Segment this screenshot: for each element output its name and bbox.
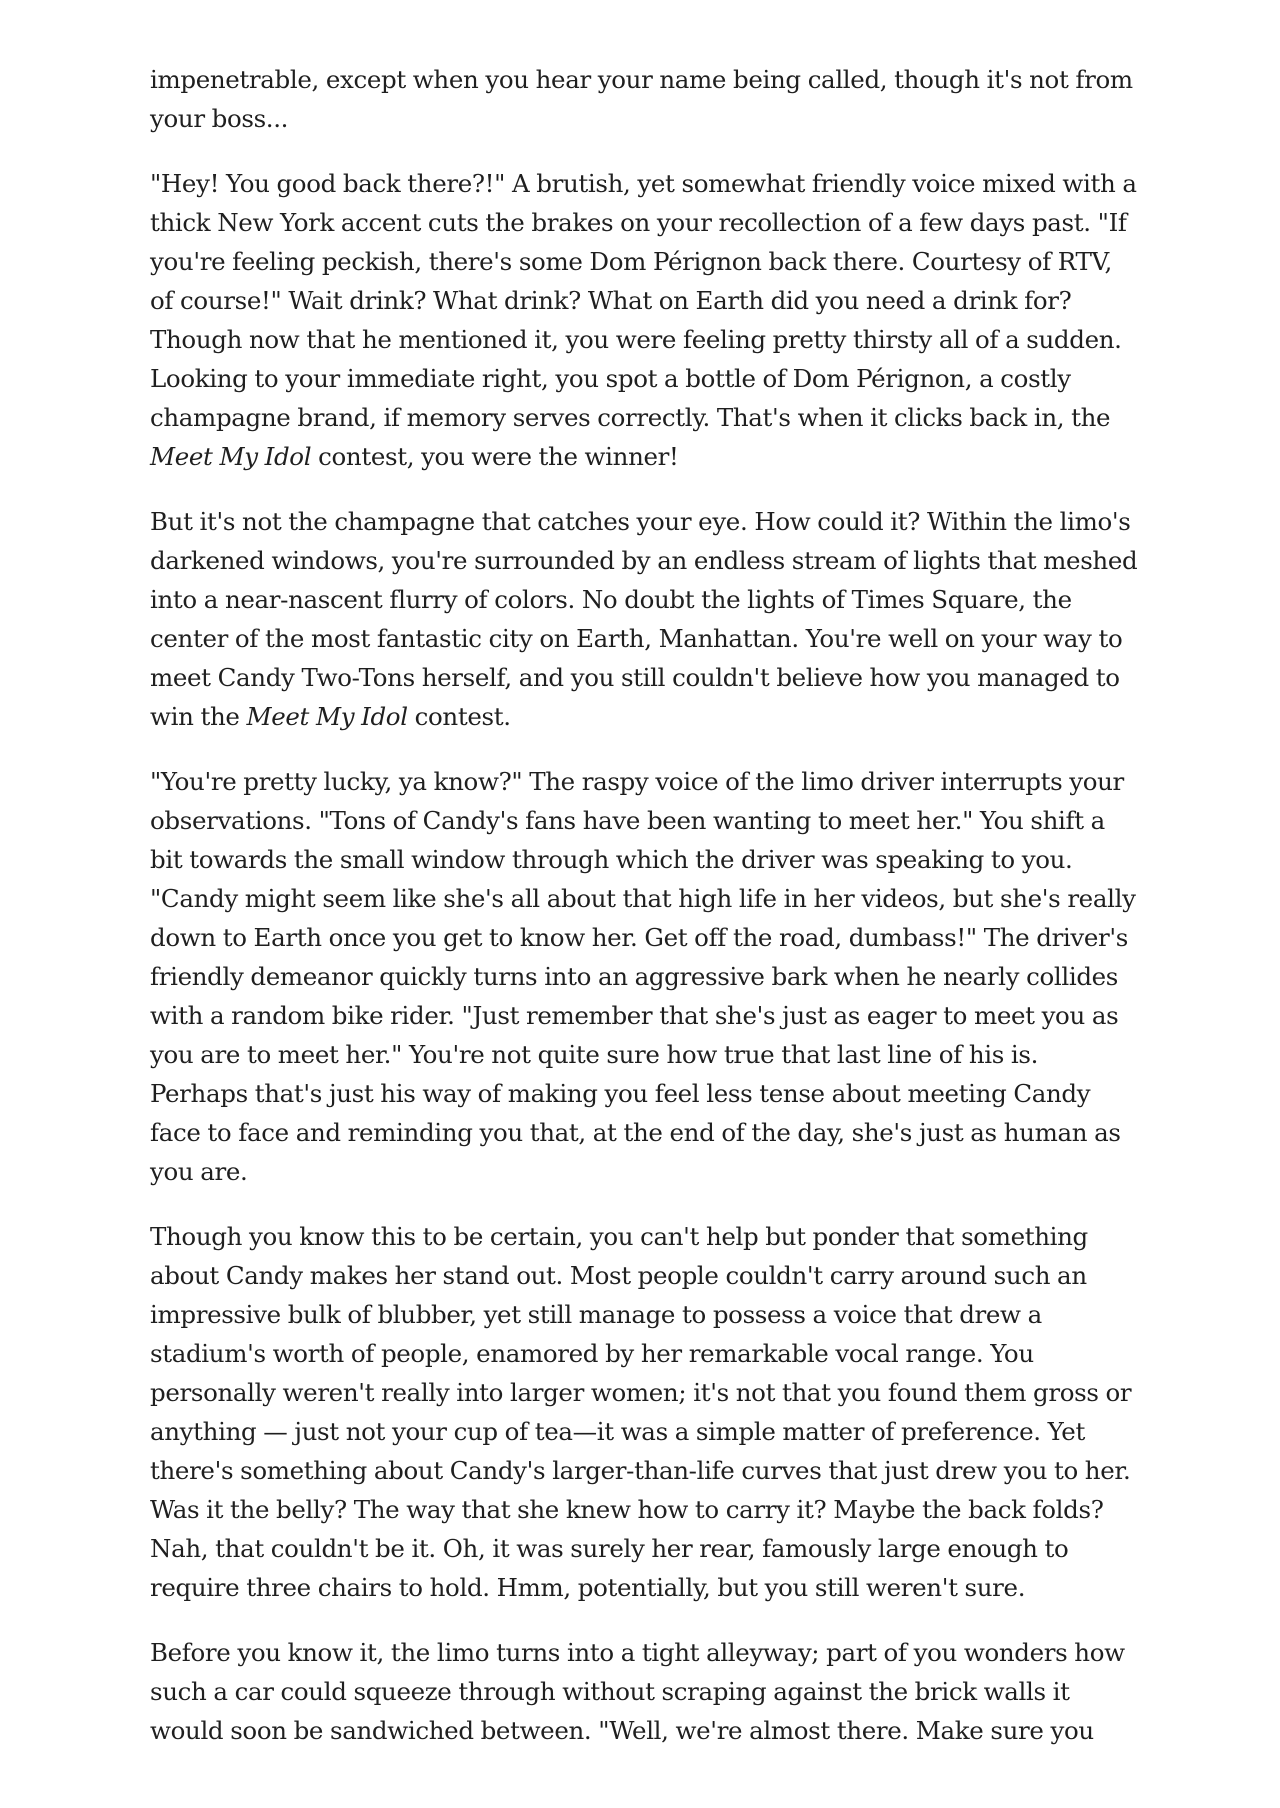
paragraph-5-text: Though you know this to be certain, you can't help but ponder that something about Candy makes her stand out. Most people couldn't carry around such an impressive bulk of blubber, yet still manage to possess a voice that drew a stadium's worth of people, enamored by her remarkable vocal range. You personally weren't really into larger women; it's not that you found them gross or anything — just not your cup of tea—it was a simple matter of preference. Yet there's something about Candy's larger-than-life curves that just drew you to her. Was it the belly? The way that she knew how to carry it? Maybe the back folds? Nah, that couldn't be it. Oh, it was surely her rear, famously large enough to require three chairs to hold. Hmm, potentially, but you still weren't sure. [150, 1222, 1132, 1602]
paragraph-3 [150, 502, 1140, 736]
story-text [150, 60, 1140, 1776]
paragraph-3-text-start: But it's not the champagne that catches your eye. How could it? Within the limo's darkened windows, you're surrounded by an endless stream of lights that meshed into a near-nascent flurry of colors. No doubt the lights of Times Square, the center of the most fantastic city on Earth, Manhattan. You're well on your way to meet Candy Two-Tons herself, and you still couldn't believe how you managed to win the [150, 507, 1138, 731]
contest-title-italic: Meet My Idol [150, 442, 312, 471]
contest-title-italic: Meet My Idol [246, 702, 408, 731]
paragraph-4 [150, 762, 1140, 1191]
paragraph-6-text: Before you know it, the limo turns into a tight alleyway; part of you wonders how such a car could squeeze through without scraping against the brick walls it would soon be sandwiched between. "Well, we're almost there. Make sure you [150, 1638, 1125, 1745]
paragraph-2-text-end: contest, you were the winner! [311, 442, 679, 471]
paragraph-1-text: impenetrable, except when you hear your name being called, though it's not from your boss... [150, 65, 1133, 133]
paragraph-3-text-end: contest. [407, 702, 511, 731]
paragraph-2-text-start: "Hey! You good back there?!" A brutish, yet somewhat friendly voice mixed with a thick New York accent cuts the brakes on your recollection of a few days past. "If you're feeling peckish, there's some Dom Pérignon back there. Courtesy of RTV, of course!" Wait drink? What drink? What on Earth did you need a drink for? Though now that he mentioned it, you were feeling pretty thirsty all of a sudden. Looking to your immediate right, you spot a bottle of Dom Pérignon, a costly champagne brand, if memory serves correctly. That's when it clicks back in, the [150, 169, 1137, 432]
paragraph-1 [150, 60, 1140, 138]
paragraph-2 [150, 164, 1140, 476]
paragraph-5 [150, 1217, 1140, 1607]
paragraph-4-text: "You're pretty lucky, ya know?" The raspy voice of the limo driver interrupts your observations. "Tons of Candy's fans have been wanting to meet her." You shift a bit towards the small window through which the driver was speaking to you. "Candy might seem like she's all about that high life in her videos, but she's really down to Earth once you get to know her. Get off the road, dumbass!" The driver's friendly demeanor quickly turns into an aggressive bark when he nearly collides with a random bike rider. "Just remember that she's just as eager to meet you as you are to meet her." You're not quite sure how true that last line of his is. Perhaps that's just his way of making you feel less tense about meeting Candy face to face and reminding you that, at the end of the day, she's just as human as you are. [150, 767, 1136, 1186]
paragraph-6 [150, 1633, 1140, 1750]
